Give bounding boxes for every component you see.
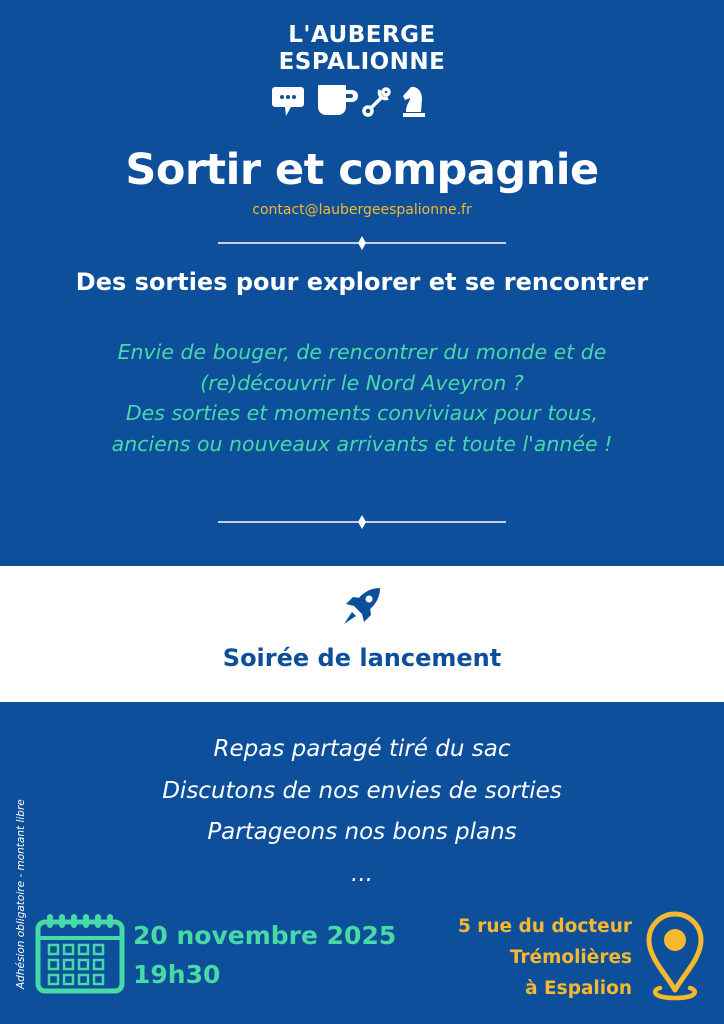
subtitle: Des sorties pour explorer et se rencontrer	[75, 268, 649, 296]
mug-icon	[318, 85, 358, 115]
connection-icon	[364, 89, 389, 115]
address-line: 5 rue du docteur	[457, 916, 632, 937]
program-item: Partageons nos bons plans	[207, 819, 517, 845]
logo-icons	[272, 82, 432, 120]
contact-email[interactable]: contact@laubergeespalionne.fr	[252, 202, 472, 218]
membership-note	[6, 739, 27, 989]
logo-line-2: ESPALIONNE	[278, 49, 446, 75]
event-address	[420, 911, 632, 1004]
divider-top	[218, 236, 506, 250]
calendar-icon	[35, 912, 125, 994]
address-line: à Espalion	[525, 978, 632, 999]
program-item: ...	[351, 860, 373, 887]
program-list	[0, 729, 724, 895]
event-title: Soirée de lancement	[222, 644, 502, 672]
intro-text	[0, 337, 724, 459]
event-band	[0, 566, 724, 702]
membership-note-text: Adhésion obligatoire - montant libre	[15, 799, 27, 989]
event-datetime	[133, 916, 396, 994]
logo-line-1: L'AUBERGE	[288, 22, 436, 48]
program-item: Repas partagé tiré du sac	[213, 736, 511, 762]
speech-bubble-icon	[272, 87, 304, 116]
intro-line: Envie de bouger, de rencontrer du monde et de	[117, 340, 607, 364]
event-date: 20 novembre 2025	[133, 921, 397, 950]
logo	[0, 22, 724, 76]
intro-line: Des sorties et moments conviviaux pour tous,	[125, 401, 599, 425]
program-item: Discutons de nos envies de sorties	[162, 777, 562, 804]
intro-line: anciens ou nouveaux arrivants et toute l'année !	[111, 431, 613, 456]
rocket-icon	[340, 584, 384, 628]
intro-line: (re)découvrir le Nord Aveyron ?	[200, 370, 524, 395]
details-section	[0, 702, 724, 1024]
address-line: Trémolières	[509, 947, 632, 968]
divider-bottom	[218, 515, 506, 529]
event-time: 19h30	[133, 960, 221, 989]
page-title: Sortir et compagnie	[125, 145, 599, 195]
map-pin-icon	[644, 910, 706, 1004]
chess-knight-icon	[403, 87, 425, 117]
